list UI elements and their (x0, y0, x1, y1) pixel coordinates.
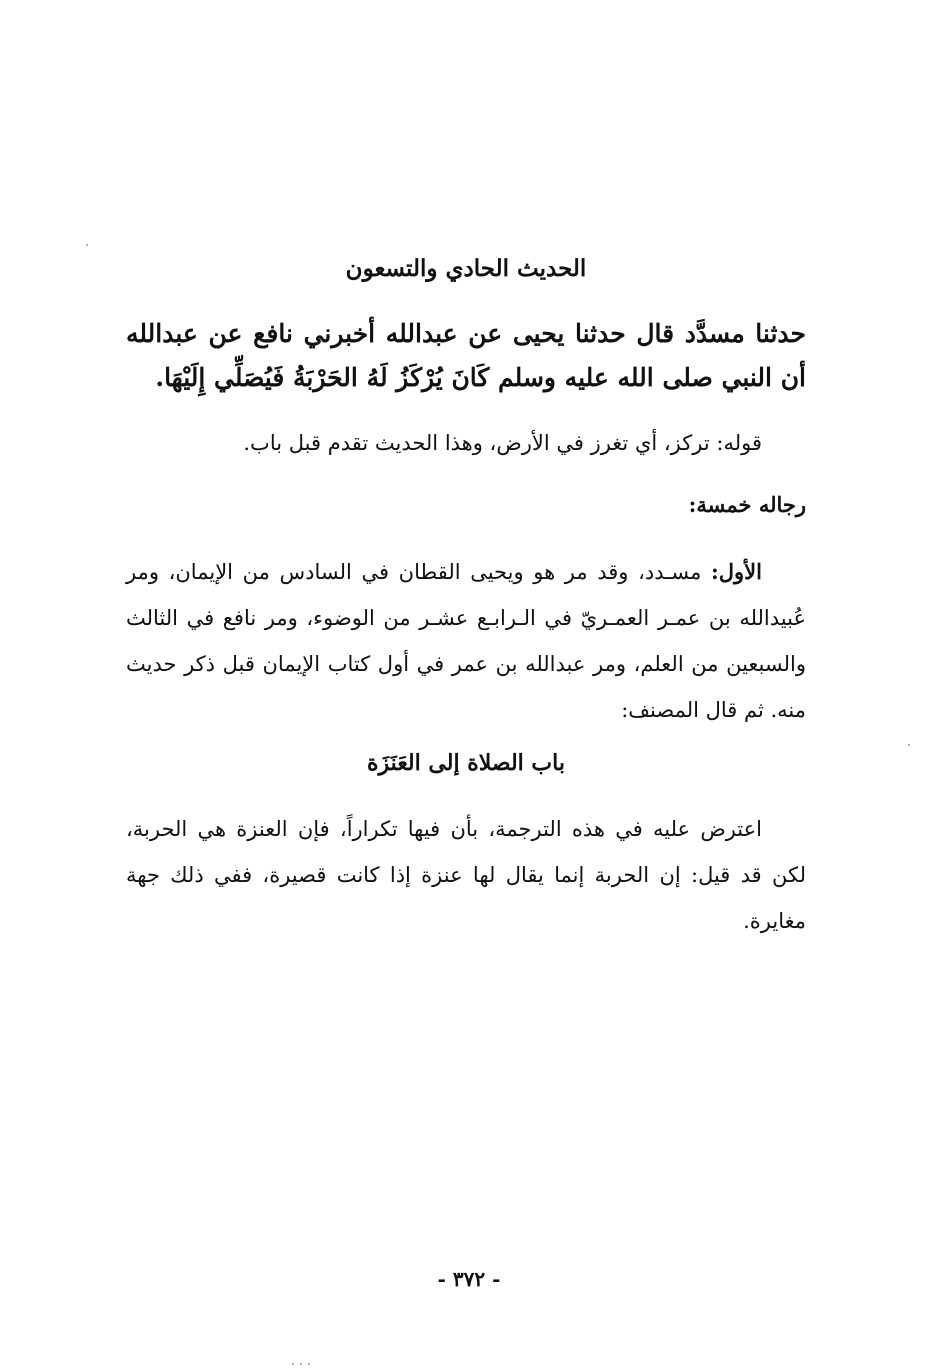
hadith-text: حدثنا مسدَّد قال حدثنا يحيى عن عبدالله أخبرني نافع عن عبدالله أن النبي صلى الله عليه وسلم كَانَ يُرْكَزُ لَهُ الحَرْبَةُ فَيُصَلِّي إِلَيْهَا. (126, 319, 806, 392)
commentary-paragraph: اعترض عليه في هذه الترجمة، بأن فيها تكراراً، فإن العنزة هي الحربة، لكن قد قيل: إن الحربة إنما يقال لها عنزة إذا كانت قصيرة، ففي ذلك جهة مغايرة. (126, 817, 806, 933)
scan-speck (292, 1363, 294, 1365)
scan-speck (908, 744, 910, 746)
chapter-heading: باب الصلاة إلى العَنَزَة (367, 750, 565, 776)
scan-speck (308, 1363, 310, 1365)
page-number: - ٣٧٢ - (437, 1267, 501, 1291)
narrators-paragraph (126, 549, 806, 733)
scan-speck (86, 244, 88, 246)
narrators-body: مسـدد، وقد مر هو ويحيى القطان في السادس من الإيمان، ومر عُبيدالله بن عمـر العمـريّ في الـرابـع عشـر من الوضوء، ومر نافع في الثالث والسبعين من العلم، ومر عبدالله بن عمر في أول كتاب الإيمان قبل ذكر حديث منه. ثم قال المصنف: (126, 560, 806, 722)
gloss-paragraph: قوله: تركز، أي تغرز في الأرض، وهذا الحديث تقدم قبل باب. (243, 431, 762, 455)
scan-speck (300, 1363, 302, 1365)
narrators-lead: الأول: (711, 559, 762, 584)
hadith-title: الحديث الحادي والتسعون (345, 255, 587, 282)
narrators-heading: رجاله خمسة: (688, 492, 806, 517)
